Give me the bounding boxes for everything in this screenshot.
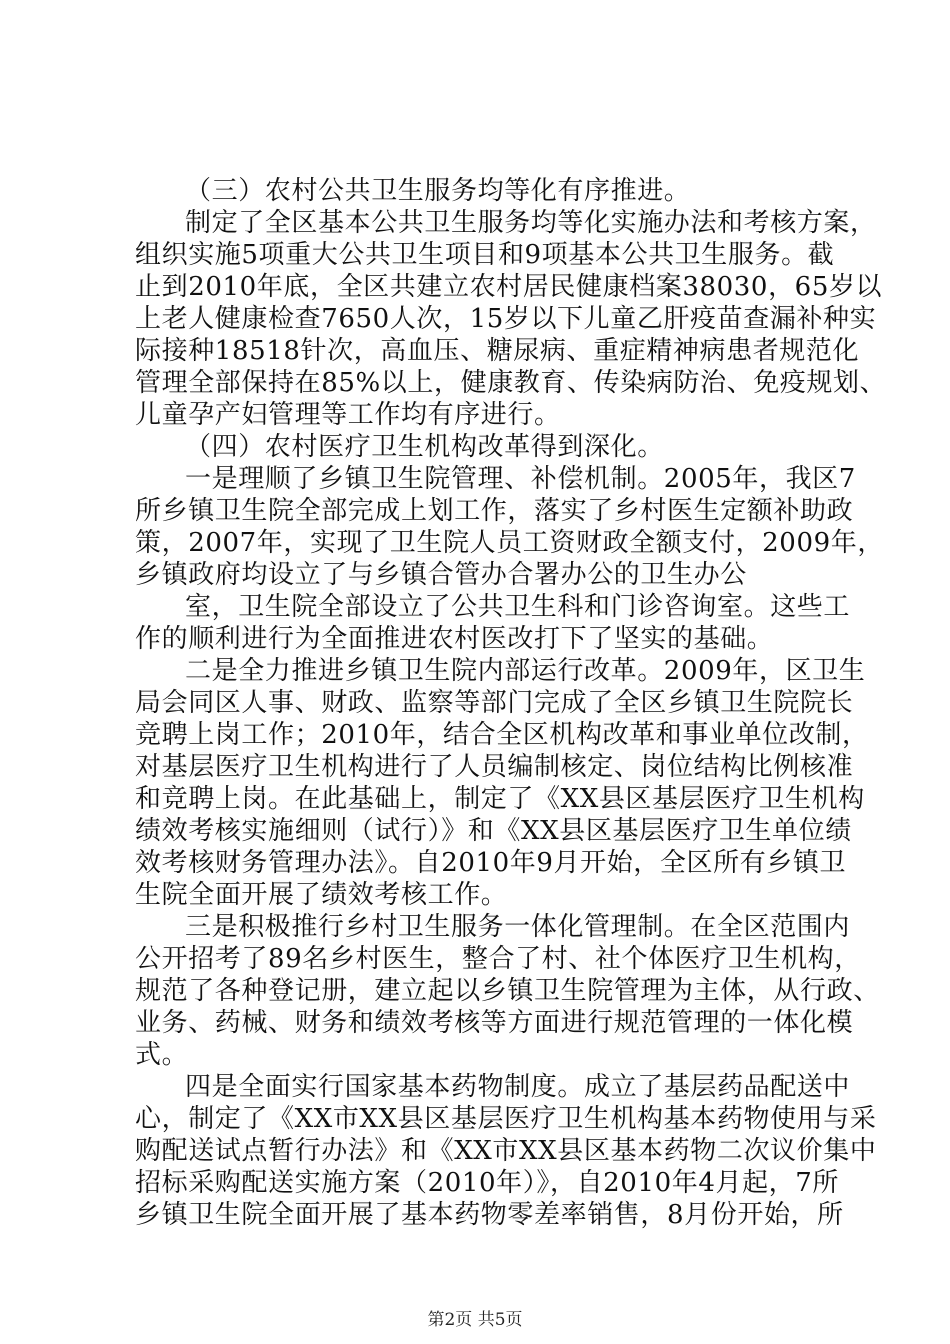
- paragraph-line: 所乡镇卫生院全部完成上划工作，落实了乡村医生定额补助政: [135, 496, 854, 526]
- paragraph-line: 上老人健康检查7650人次，15岁以下儿童乙肝疫苗查漏补种实: [135, 304, 877, 334]
- paragraph-line: 管理全部保持在85%以上，健康教育、传染病防治、免疫规划、: [135, 368, 887, 398]
- paragraph-line: 组织实施5项重大公共卫生项目和9项基本公共卫生服务。截: [135, 240, 835, 270]
- paragraph-line: 绩效考核实施细则（试行）》和《XX县区基层医疗卫生单位绩: [135, 816, 852, 846]
- paragraph-line: 乡镇政府均设立了与乡镇合管办合署办公的卫生办公: [135, 560, 747, 590]
- paragraph-line: 乡镇卫生院全面开展了基本药物零差率销售，8月份开始，所: [135, 1200, 844, 1230]
- paragraph-line: 际接种18518针次，高血压、糖尿病、重症精神病患者规范化: [135, 336, 860, 366]
- paragraph-line: 二是全力推进乡镇卫生院内部运行改革。2009年，区卫生: [185, 656, 866, 686]
- paragraph-line: 购配送试点暂行办法》和《XX市XX县区基本药物二次议价集中: [135, 1136, 877, 1166]
- paragraph-line: 竞聘上岗工作；2010年，结合全区机构改革和事业单位改制，: [135, 720, 869, 750]
- paragraph-line: 局会同区人事、财政、监察等部门完成了全区乡镇卫生院院长: [135, 688, 854, 718]
- paragraph-line: 招标采购配送实施方案（2010年）》，自2010年4月起，7所: [135, 1168, 840, 1198]
- paragraph-line: 业务、药械、财务和绩效考核等方面进行规范管理的一体化模: [135, 1008, 854, 1038]
- paragraph-line: 室，卫生院全部设立了公共卫生科和门诊咨询室。这些工: [185, 592, 851, 622]
- paragraph-line: 四是全面实行国家基本药物制度。成立了基层药品配送中: [185, 1072, 851, 1102]
- section-heading-3: （三）农村公共卫生服务均等化有序推进。: [185, 176, 691, 206]
- paragraph-line: 心，制定了《XX市XX县区基层医疗卫生机构基本药物使用与采: [135, 1104, 877, 1134]
- paragraph-line: 规范了各种登记册，建立起以乡镇卫生院管理为主体，从行政、: [135, 976, 880, 1006]
- paragraph-line: 止到2010年底，全区共建立农村居民健康档案38030，65岁以: [135, 272, 883, 302]
- paragraph-line: 生院全面开展了绩效考核工作。: [135, 880, 508, 910]
- paragraph-line: 制定了全区基本公共卫生服务均等化实施办法和考核方案，: [185, 208, 877, 238]
- paragraph-line: 三是积极推行乡村卫生服务一体化管理制。在全区范围内: [185, 912, 851, 942]
- paragraph-line: 一是理顺了乡镇卫生院管理、补偿机制。2005年，我区7: [185, 464, 856, 494]
- paragraph-line: 对基层医疗卫生机构进行了人员编制核定、岗位结构比例核准: [135, 752, 854, 782]
- section-heading-4: （四）农村医疗卫生机构改革得到深化。: [185, 432, 664, 462]
- paragraph-line: 儿童孕产妇管理等工作均有序进行。: [135, 400, 561, 430]
- paragraph-line: 式。: [135, 1040, 189, 1070]
- paragraph-line: 和竞聘上岗。在此基础上，制定了《XX县区基层医疗卫生机构: [135, 784, 865, 814]
- page-number-footer: 第2页 共5页: [427, 1310, 523, 1330]
- paragraph-line: 作的顺利进行为全面推进农村医改打下了坚实的基础。: [135, 624, 774, 654]
- paragraph-line: 策，2007年，实现了卫生院人员工资财政全额支付，2009年，: [135, 528, 884, 558]
- paragraph-line: 效考核财务管理办法》。自2010年9月开始，全区所有乡镇卫: [135, 848, 847, 878]
- paragraph-line: 公开招考了89名乡村医生，整合了村、社个体医疗卫生机构，: [135, 944, 861, 974]
